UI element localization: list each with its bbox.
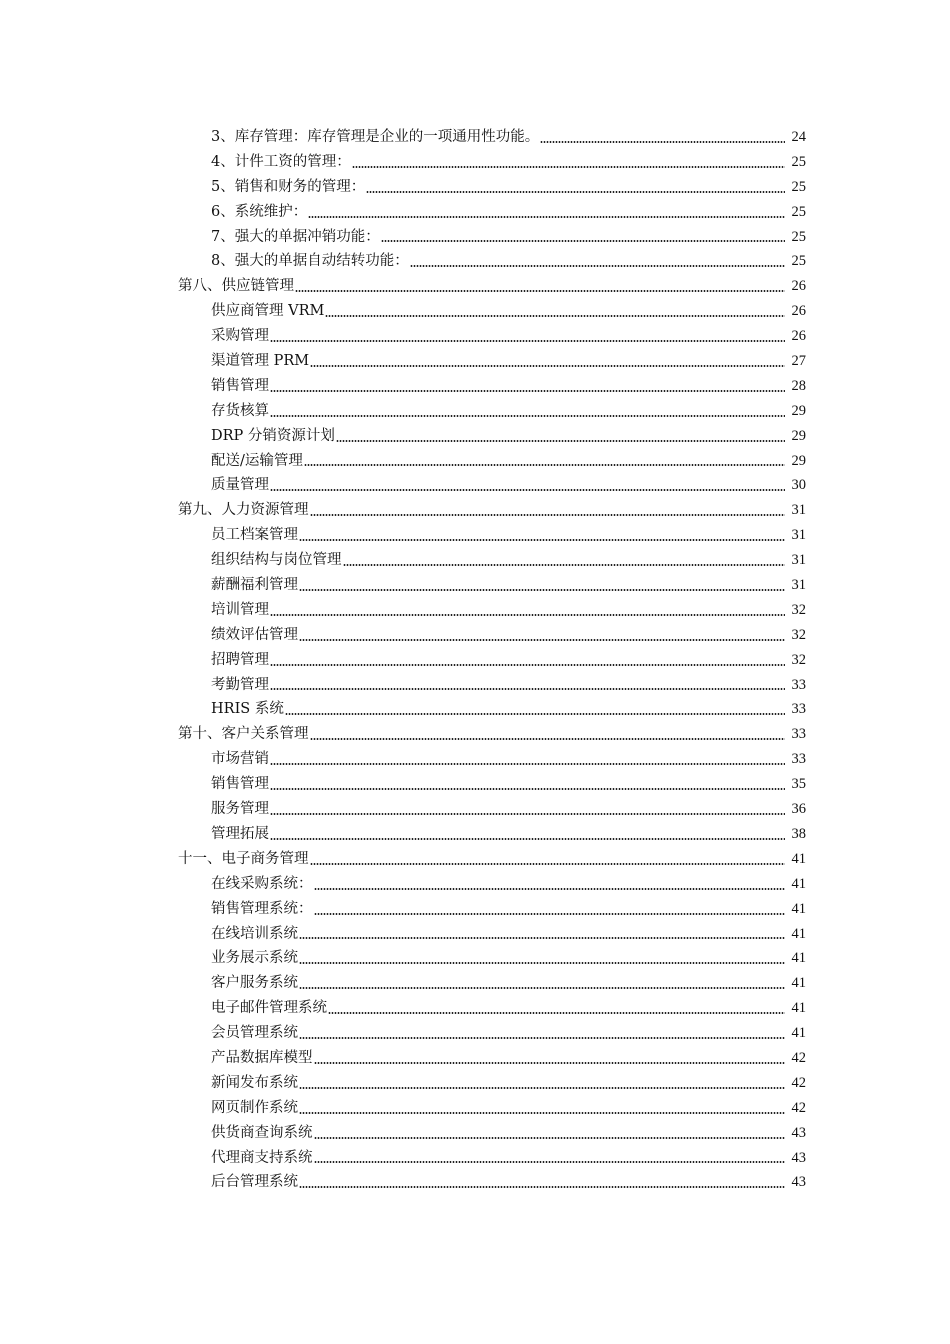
toc-section-entry[interactable] (0, 349, 950, 374)
toc-section-entry[interactable] (0, 473, 950, 498)
toc-entry-page-number: 25 (791, 228, 806, 245)
dot-leader (325, 315, 785, 317)
toc-section-entry[interactable] (0, 249, 950, 274)
toc-entry-page-number: 29 (791, 427, 806, 444)
toc-entry-page-number: 38 (791, 825, 806, 842)
toc-entry-title: 网页制作系统 (211, 1099, 298, 1116)
toc-section-entry[interactable] (0, 548, 950, 573)
toc-entry-title: DRP 分销资源计划 (211, 427, 335, 444)
toc-entry-page-number: 25 (791, 153, 806, 170)
dot-leader (270, 664, 785, 666)
table-of-contents (0, 125, 950, 1195)
dot-leader (314, 888, 786, 890)
dot-leader (270, 340, 785, 342)
toc-entry-page-number: 41 (791, 975, 806, 992)
toc-entry-title: 4、计件工资的管理： (211, 153, 351, 170)
dot-leader (310, 514, 786, 516)
toc-entry-title: 管理拓展 (211, 825, 269, 842)
toc-entry-title: 新闻发布系统 (211, 1074, 298, 1091)
dot-leader (299, 987, 785, 989)
dot-leader (304, 464, 785, 466)
dot-leader (295, 290, 785, 292)
dot-leader (299, 937, 785, 939)
toc-entry-title: 6、系统维护： (211, 203, 308, 220)
toc-entry-page-number: 43 (791, 1149, 806, 1166)
toc-section-entry[interactable] (0, 175, 950, 200)
dot-leader (299, 1087, 785, 1089)
toc-entry-page-number: 42 (791, 1099, 806, 1116)
toc-entry-page-number: 25 (791, 178, 806, 195)
toc-section-entry[interactable] (0, 598, 950, 623)
dot-leader (381, 240, 785, 242)
dot-leader (299, 1186, 785, 1188)
toc-entry-title: 3、库存管理：库存管理是企业的一项通用性功能。 (211, 129, 540, 145)
toc-entry-page-number: 31 (791, 577, 806, 594)
toc-entry-title: 员工档案管理 (211, 527, 298, 544)
dot-leader (314, 1062, 786, 1064)
toc-entry-title: 产品数据库模型 (211, 1049, 313, 1066)
toc-entry-page-number: 41 (791, 950, 806, 967)
dot-leader (270, 813, 785, 815)
toc-entry-page-number: 29 (791, 402, 806, 419)
toc-section-entry[interactable] (0, 523, 950, 548)
toc-section-entry[interactable] (0, 897, 950, 922)
toc-entry-page-number: 26 (791, 303, 806, 320)
toc-entry-title: 会员管理系统 (211, 1025, 298, 1042)
toc-section-entry[interactable] (0, 872, 950, 897)
toc-chapter-entry[interactable] (0, 847, 950, 872)
toc-entry-title: 客户服务系统 (211, 975, 298, 992)
toc-entry-page-number: 25 (791, 253, 806, 270)
dot-leader (270, 489, 785, 491)
toc-entry-page-number: 32 (791, 626, 806, 643)
dot-leader (343, 564, 786, 566)
toc-entry-page-number: 30 (791, 477, 806, 494)
dot-leader (270, 390, 785, 392)
toc-entry-page-number: 31 (791, 552, 806, 569)
toc-entry-title: 销售管理 (211, 776, 269, 793)
toc-section-entry[interactable] (0, 299, 950, 324)
toc-entry-page-number: 43 (791, 1174, 806, 1191)
toc-entry-title: 在线采购系统： (211, 875, 313, 892)
dot-leader (314, 1137, 786, 1139)
dot-leader (299, 589, 785, 591)
toc-section-entry[interactable] (0, 324, 950, 349)
toc-section-entry[interactable] (0, 623, 950, 648)
toc-section-entry[interactable] (0, 772, 950, 797)
toc-entry-title: 招聘管理 (211, 651, 269, 668)
dot-leader (299, 539, 785, 541)
dot-leader (336, 440, 785, 442)
toc-entry-title: 市场营销 (211, 751, 269, 768)
toc-entry-title: 5、销售和财务的管理： (211, 178, 366, 195)
dot-leader (352, 166, 785, 168)
toc-section-entry[interactable] (0, 225, 950, 250)
toc-section-entry[interactable] (0, 922, 950, 947)
toc-section-entry[interactable] (0, 797, 950, 822)
toc-entry-title: 考勤管理 (211, 676, 269, 693)
toc-entry-title: 第九、人力资源管理 (178, 502, 309, 519)
toc-entry-title: 供货商查询系统 (211, 1124, 313, 1141)
dot-leader (299, 1037, 785, 1039)
toc-entry-title: 销售管理系统： (211, 900, 313, 917)
toc-entry-title: 业务展示系统 (211, 950, 298, 967)
toc-entry-title: 绩效评估管理 (211, 626, 298, 643)
toc-entry-page-number: 41 (791, 1025, 806, 1042)
toc-section-entry[interactable] (0, 1146, 950, 1171)
toc-entry-page-number: 31 (791, 527, 806, 544)
toc-entry-page-number: 41 (791, 875, 806, 892)
toc-entry-page-number: 35 (791, 776, 806, 793)
toc-entry-title: 培训管理 (211, 601, 269, 618)
toc-section-entry[interactable] (0, 449, 950, 474)
toc-section-entry[interactable] (0, 946, 950, 971)
toc-section-entry[interactable] (0, 424, 950, 449)
toc-section-entry[interactable] (0, 697, 950, 722)
toc-entry-title: 服务管理 (211, 801, 269, 818)
toc-section-entry[interactable] (0, 399, 950, 424)
toc-section-entry[interactable] (0, 747, 950, 772)
toc-entry-page-number: 24 (791, 129, 806, 145)
toc-section-entry[interactable] (0, 822, 950, 847)
toc-entry-title: 组织结构与岗位管理 (211, 552, 342, 569)
toc-entry-title: 十一、电子商务管理 (178, 850, 309, 867)
toc-entry-page-number: 27 (791, 353, 806, 370)
toc-entry-title: 在线培训系统 (211, 925, 298, 942)
toc-section-entry[interactable] (0, 1170, 950, 1195)
toc-entry-title: 存货核算 (211, 402, 269, 419)
toc-entry-title: 代理商支持系统 (211, 1149, 313, 1166)
toc-entry-title: 薪酬福利管理 (211, 577, 298, 594)
toc-entry-title: 供应商管理 VRM (211, 303, 325, 320)
toc-section-entry[interactable] (0, 673, 950, 698)
dot-leader (270, 688, 785, 690)
toc-entry-title: 后台管理系统 (211, 1174, 298, 1191)
toc-section-entry[interactable] (0, 996, 950, 1021)
toc-section-entry[interactable] (0, 1121, 950, 1146)
dot-leader (410, 265, 785, 267)
toc-entry-page-number: 26 (791, 328, 806, 345)
toc-entry-title: 采购管理 (211, 328, 269, 345)
dot-leader (270, 788, 785, 790)
toc-section-entry[interactable] (0, 1021, 950, 1046)
toc-entry-title: 渠道管理 PRM (211, 353, 310, 370)
dot-leader (366, 191, 785, 193)
toc-entry-page-number: 32 (791, 651, 806, 668)
toc-entry-title: 配送/运输管理 (211, 452, 303, 469)
dot-leader (270, 763, 785, 765)
toc-entry-title: 7、强大的单据冲销功能： (211, 228, 380, 245)
toc-chapter-entry[interactable] (0, 722, 950, 747)
toc-entry-page-number: 41 (791, 925, 806, 942)
toc-entry-title: 第八、供应链管理 (178, 278, 294, 295)
toc-section-entry[interactable] (0, 573, 950, 598)
dot-leader (299, 1112, 785, 1114)
dot-leader (270, 838, 785, 840)
toc-section-entry[interactable] (0, 200, 950, 225)
toc-section-entry[interactable] (0, 150, 950, 175)
toc-entry-title: 8、强大的单据自动结转功能： (211, 253, 409, 270)
toc-entry-page-number: 36 (791, 801, 806, 818)
toc-entry-page-number: 33 (791, 701, 806, 718)
dot-leader (270, 415, 785, 417)
toc-entry-page-number: 32 (791, 601, 806, 618)
toc-section-entry[interactable] (0, 1096, 950, 1121)
toc-chapter-entry[interactable] (0, 274, 950, 299)
toc-entry-page-number: 43 (791, 1124, 806, 1141)
toc-entry-title: 质量管理 (211, 477, 269, 494)
toc-section-entry[interactable] (0, 971, 950, 996)
toc-section-entry[interactable] (0, 374, 950, 399)
dot-leader (310, 365, 785, 367)
toc-entry-page-number: 33 (791, 676, 806, 693)
dot-leader (308, 216, 785, 218)
toc-entry-title: HRIS 系统 (211, 701, 284, 718)
toc-entry-page-number: 42 (791, 1074, 806, 1091)
toc-entry-page-number: 33 (791, 751, 806, 768)
toc-section-entry[interactable] (0, 1071, 950, 1096)
toc-entry-page-number: 25 (791, 203, 806, 220)
toc-entry-title: 第十、客户关系管理 (178, 726, 309, 743)
toc-entry-page-number: 33 (791, 726, 806, 743)
dot-leader (314, 913, 786, 915)
toc-section-entry[interactable] (0, 648, 950, 673)
toc-chapter-entry[interactable] (0, 498, 950, 523)
dot-leader (310, 738, 786, 740)
toc-entry-page-number: 31 (791, 502, 806, 519)
toc-entry-page-number: 41 (791, 900, 806, 917)
dot-leader (310, 863, 786, 865)
dot-leader (299, 639, 785, 641)
toc-section-entry[interactable] (0, 1046, 950, 1071)
toc-entry-page-number: 41 (791, 850, 806, 867)
dot-leader (328, 1012, 785, 1014)
toc-entry-title: 销售管理 (211, 377, 269, 394)
toc-entry-page-number: 42 (791, 1049, 806, 1066)
dot-leader (285, 713, 785, 715)
toc-entry-page-number: 26 (791, 278, 806, 295)
dot-leader (540, 141, 785, 143)
toc-section-entry[interactable] (0, 125, 950, 150)
toc-entry-page-number: 28 (791, 377, 806, 394)
dot-leader (314, 1161, 786, 1163)
toc-entry-page-number: 29 (791, 452, 806, 469)
dot-leader (299, 962, 785, 964)
dot-leader (270, 614, 785, 616)
toc-entry-title: 电子邮件管理系统 (211, 1000, 327, 1017)
toc-entry-page-number: 41 (791, 1000, 806, 1017)
